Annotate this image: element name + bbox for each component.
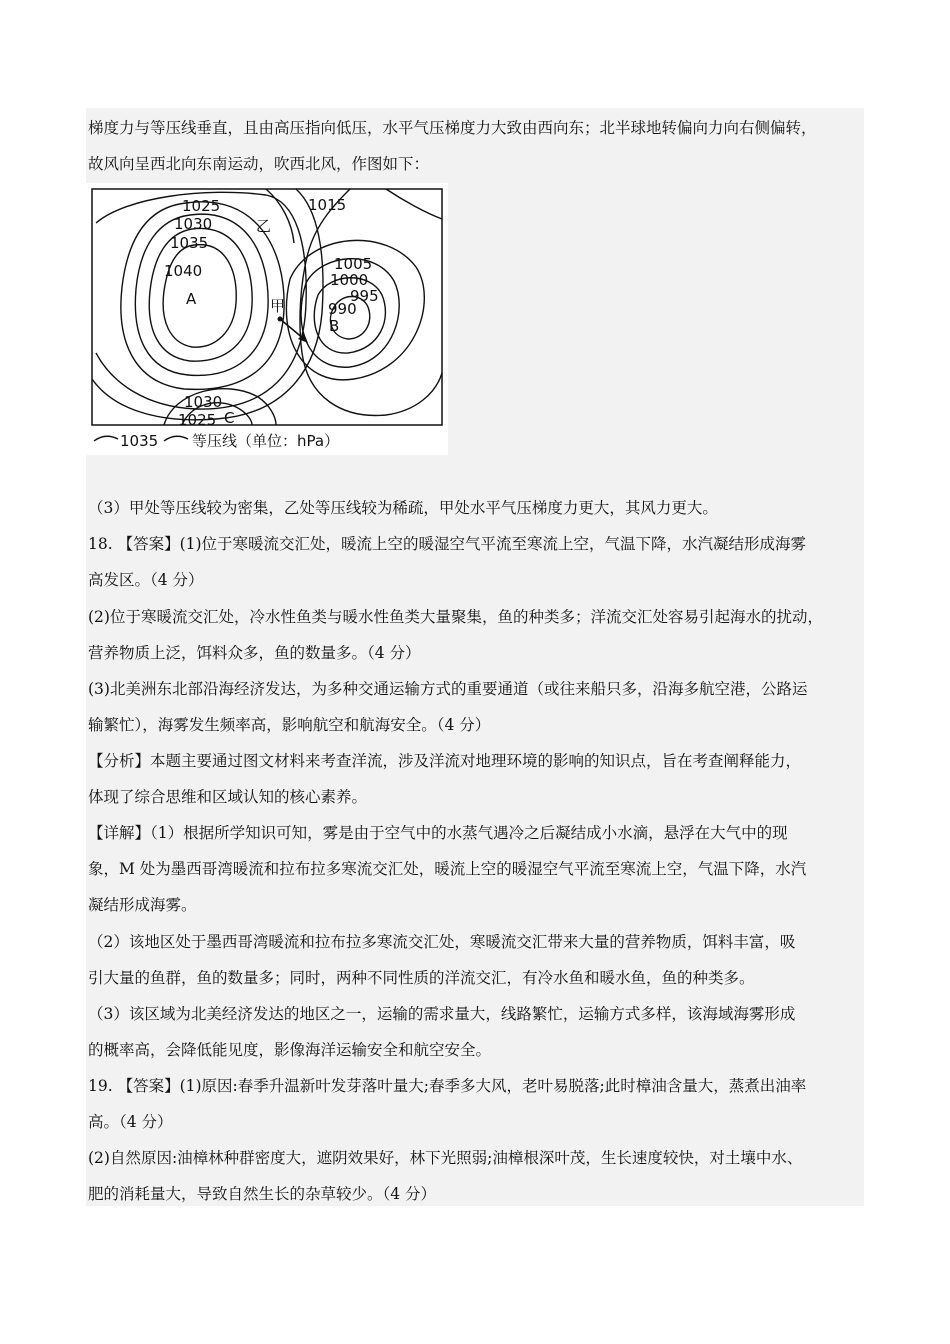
text-line: 高发区。（4 分）: [88, 571, 204, 589]
analysis-line: 【分析】本题主要通过图文材料来考查洋流，涉及洋流对地理环境的影响的知识点，旨在考查阐释能力，: [88, 752, 802, 770]
text-line: 故风向呈西北向东南运动，吹西北风，作图如下：: [88, 155, 430, 173]
legend-isobar-icon: [94, 436, 118, 441]
center-label-b: B: [329, 317, 340, 335]
text-line: 体现了综合思维和区域认知的核心素养。: [88, 788, 368, 806]
detail-line: 【详解】（1）根据所学知识可知，雾是由于空气中的水蒸气遇冷之后凝结成小水滴，悬浮在大气中的现: [88, 824, 788, 842]
isobar-label: 1005: [334, 255, 373, 273]
isobar-label: 1035: [170, 234, 209, 252]
text-line: (2)自然原因:油樟林种群密度大，遮阴效果好，林下光照弱;油樟根深叶茂，生长速度较快，对土壤中水、: [88, 1149, 803, 1167]
text-line: （3）甲处等压线较为密集，乙处等压线较为稀疏，甲处水平气压梯度力更大，其风力更大。: [88, 499, 718, 517]
legend-text: 等压线（单位：hPa）: [192, 432, 340, 450]
answer-19-line: 19. 【答案】(1)原因:春季升温新叶发芽落叶量大;春季多大风，老叶易脱落;此时樟油含量大，蒸煮出油率: [88, 1077, 807, 1095]
legend-value: 1035: [120, 432, 159, 450]
point-label-yi: 乙: [256, 217, 272, 235]
text-line: (2)位于寒暖流交汇处，冷水性鱼类与暖水性鱼类大量聚集，鱼的种类多；洋流交汇处容易引起海水的扰动，: [88, 608, 823, 626]
text-line: 肥的消耗量大，导致自然生长的杂草较少。（4 分）: [88, 1185, 437, 1203]
point-label-jia: 甲: [270, 297, 286, 315]
isobar-label: 1015: [308, 196, 347, 214]
text-line: 高。（4 分）: [88, 1113, 173, 1131]
legend-isobar-icon: [164, 436, 188, 441]
isobar-label: 1000: [330, 271, 369, 289]
text-line: 引大量的鱼群，鱼的数量多；同时，两种不同性质的洋流交汇，有冷水鱼和暖水鱼，鱼的种类多。: [88, 969, 755, 987]
isobar-map: [86, 183, 448, 455]
isobar-label: 1030: [184, 393, 223, 411]
center-label-c: C: [224, 409, 235, 427]
isobar-label: 995: [350, 287, 379, 305]
text-line: 输繁忙），海雾发生频率高，影响航空和航海安全。（4 分）: [88, 716, 491, 734]
isobar-label: 1030: [174, 215, 213, 233]
text-line: （3）该区域为北美经济发达的地区之一，运输的需求量大，线路繁忙，运输方式多样，该海域海雾形成: [88, 1005, 796, 1023]
isobar-label: 1025: [178, 411, 217, 429]
text-line: （2）该地区处于墨西哥湾暖流和拉布拉多寒流交汇处，寒暖流交汇带来大量的营养物质，饵料丰富，吸: [88, 933, 796, 951]
text-line: 凝结形成海雾。: [88, 896, 197, 914]
text-line: 象，M 处为墨西哥湾暖流和拉布拉多寒流交汇处，暖流上空的暖湿空气平流至寒流上空，气温下降，水汽: [88, 860, 807, 878]
isobar-label: 1040: [164, 262, 203, 280]
isobar-label: 1025: [182, 197, 221, 215]
text-line: 梯度力与等压线垂直，且由高压指向低压，水平气压梯度力大致由西向东；北半球地转偏向力向右侧偏转，: [88, 119, 817, 137]
point-jia-dot: [278, 317, 283, 322]
center-label-a: A: [186, 290, 197, 308]
answer-18-line: 18. 【答案】(1)位于寒暖流交汇处，暖流上空的暖湿空气平流至寒流上空，气温下降，水汽凝结形成海雾: [88, 535, 807, 553]
text-line: 营养物质上泛，饵料众多，鱼的数量多。（4 分）: [88, 644, 421, 662]
isobar-label: 990: [328, 300, 357, 318]
text-line: (3)北美洲东北部沿海经济发达，为多种交通运输方式的重要通道（或往来船只多，沿海多航空港，公路运: [88, 680, 808, 698]
text-line: 的概率高，会降低能见度，影像海洋运输安全和航空安全。: [88, 1041, 492, 1059]
